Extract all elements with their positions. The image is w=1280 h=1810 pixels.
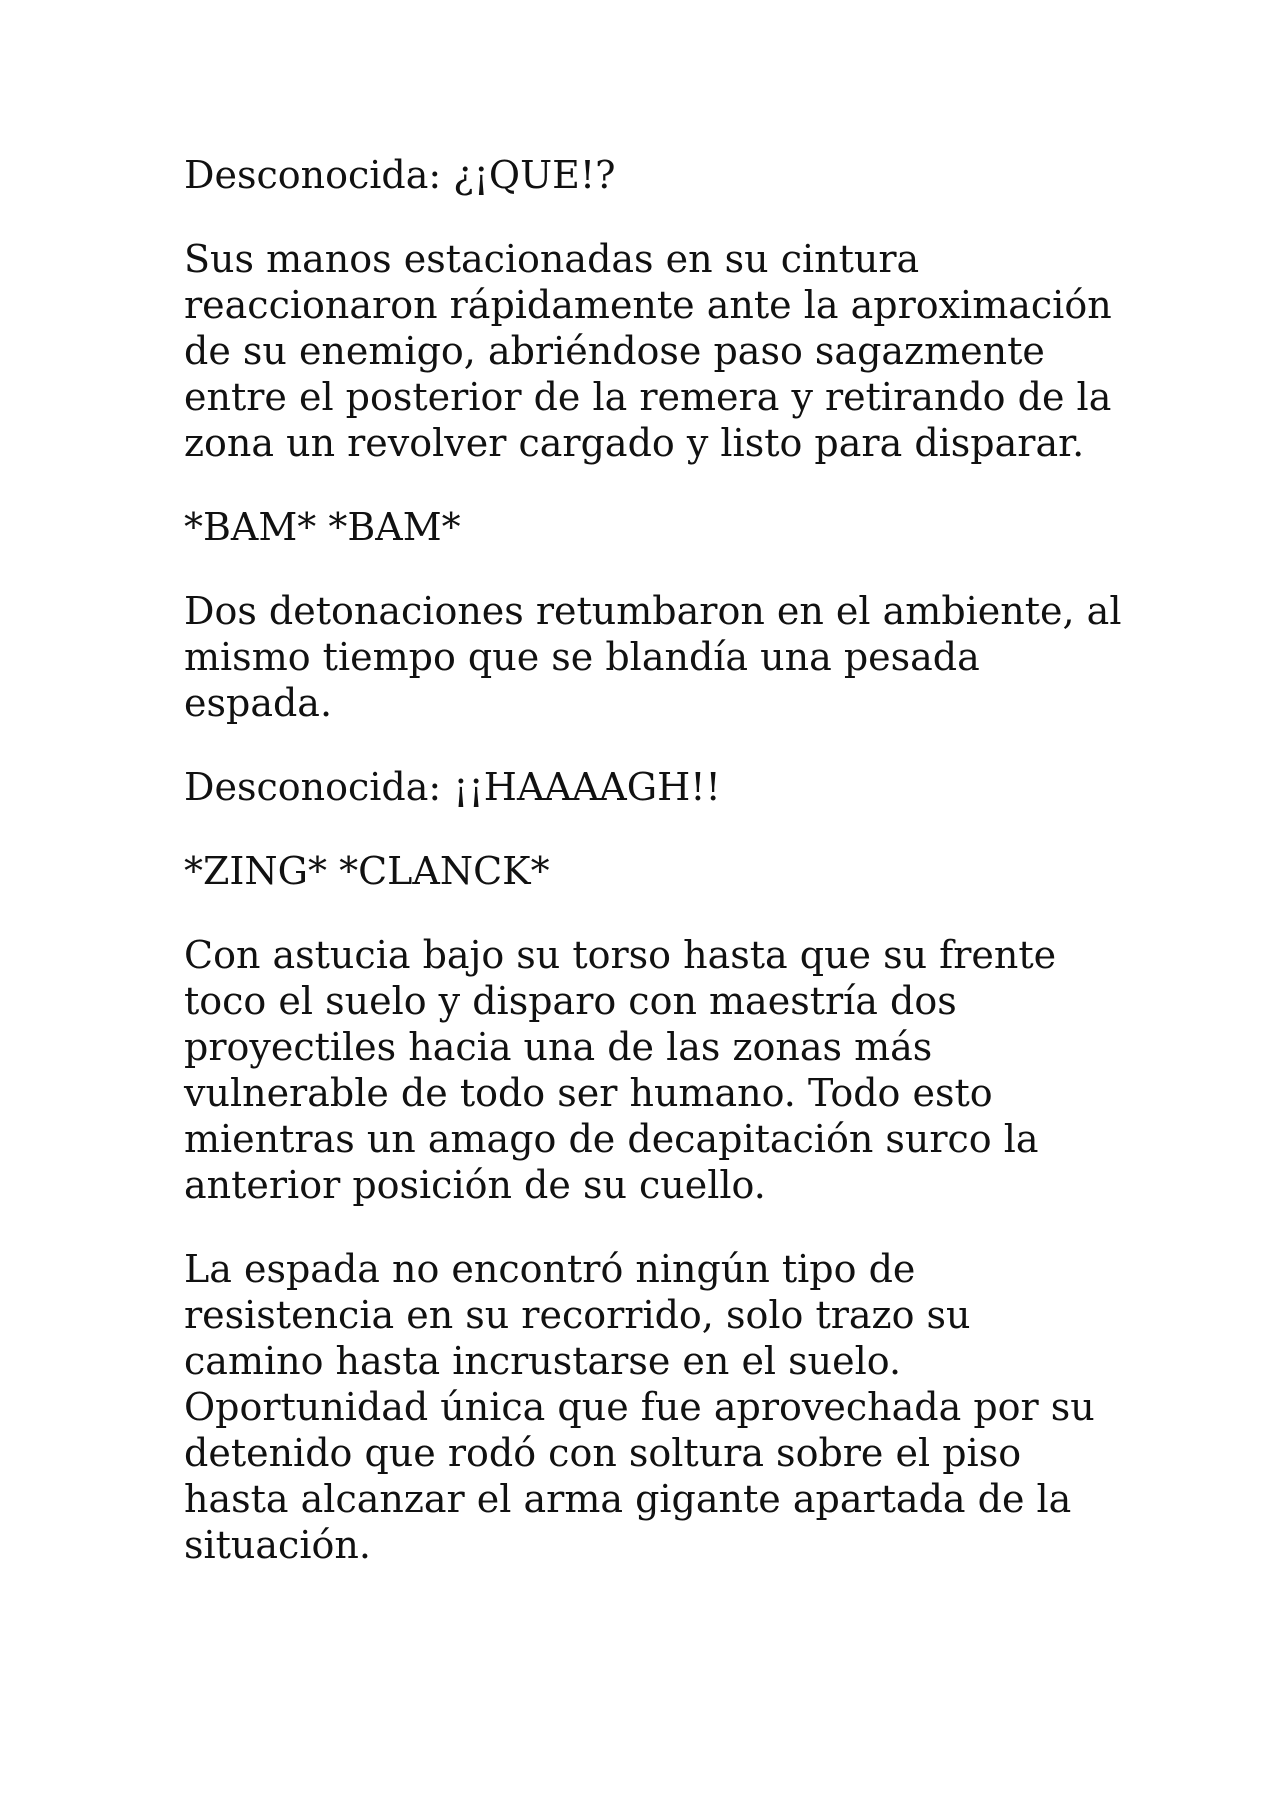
paragraph-narration-1: Sus manos estacionadas en su cintura reaccionaron rápidamente ante la aproximación de su enemigo, abriéndose paso sagazmente entre el posterior de la remera y retirando de la zona un revolver cargado y listo para disparar. bbox=[184, 237, 1112, 465]
paragraph-narration-2: Dos detonaciones retumbaron en el ambiente, al mismo tiempo que se blandía una pesada espada. bbox=[184, 589, 1122, 725]
paragraph-dialogue-1: Desconocida: ¿¡QUE!? bbox=[184, 153, 616, 197]
text-column bbox=[184, 152, 1124, 1606]
paragraph-sound-effect-2: *ZING* *CLANCK* bbox=[184, 849, 550, 893]
paragraph-narration-4: La espada no encontró ningún tipo de resistencia en su recorrido, solo trazo su camino hasta incrustarse en el suelo. Oportunidad única que fue aprovechada por su detenido que rodó con soltura sobre el piso hasta alcanzar el arma gigante apartada de la situación. bbox=[184, 1247, 1095, 1567]
paragraph-dialogue-2: Desconocida: ¡¡HAAAAGH!! bbox=[184, 765, 721, 809]
paragraph-narration-3: Con astucia bajo su torso hasta que su frente toco el suelo y disparo con maestría dos proyectiles hacia una de las zonas más vulnerable de todo ser humano. Todo esto mientras un amago de decapitación surco la anterior posición de su cuello. bbox=[184, 933, 1057, 1207]
paragraph-sound-effect-1: *BAM* *BAM* bbox=[184, 505, 461, 549]
